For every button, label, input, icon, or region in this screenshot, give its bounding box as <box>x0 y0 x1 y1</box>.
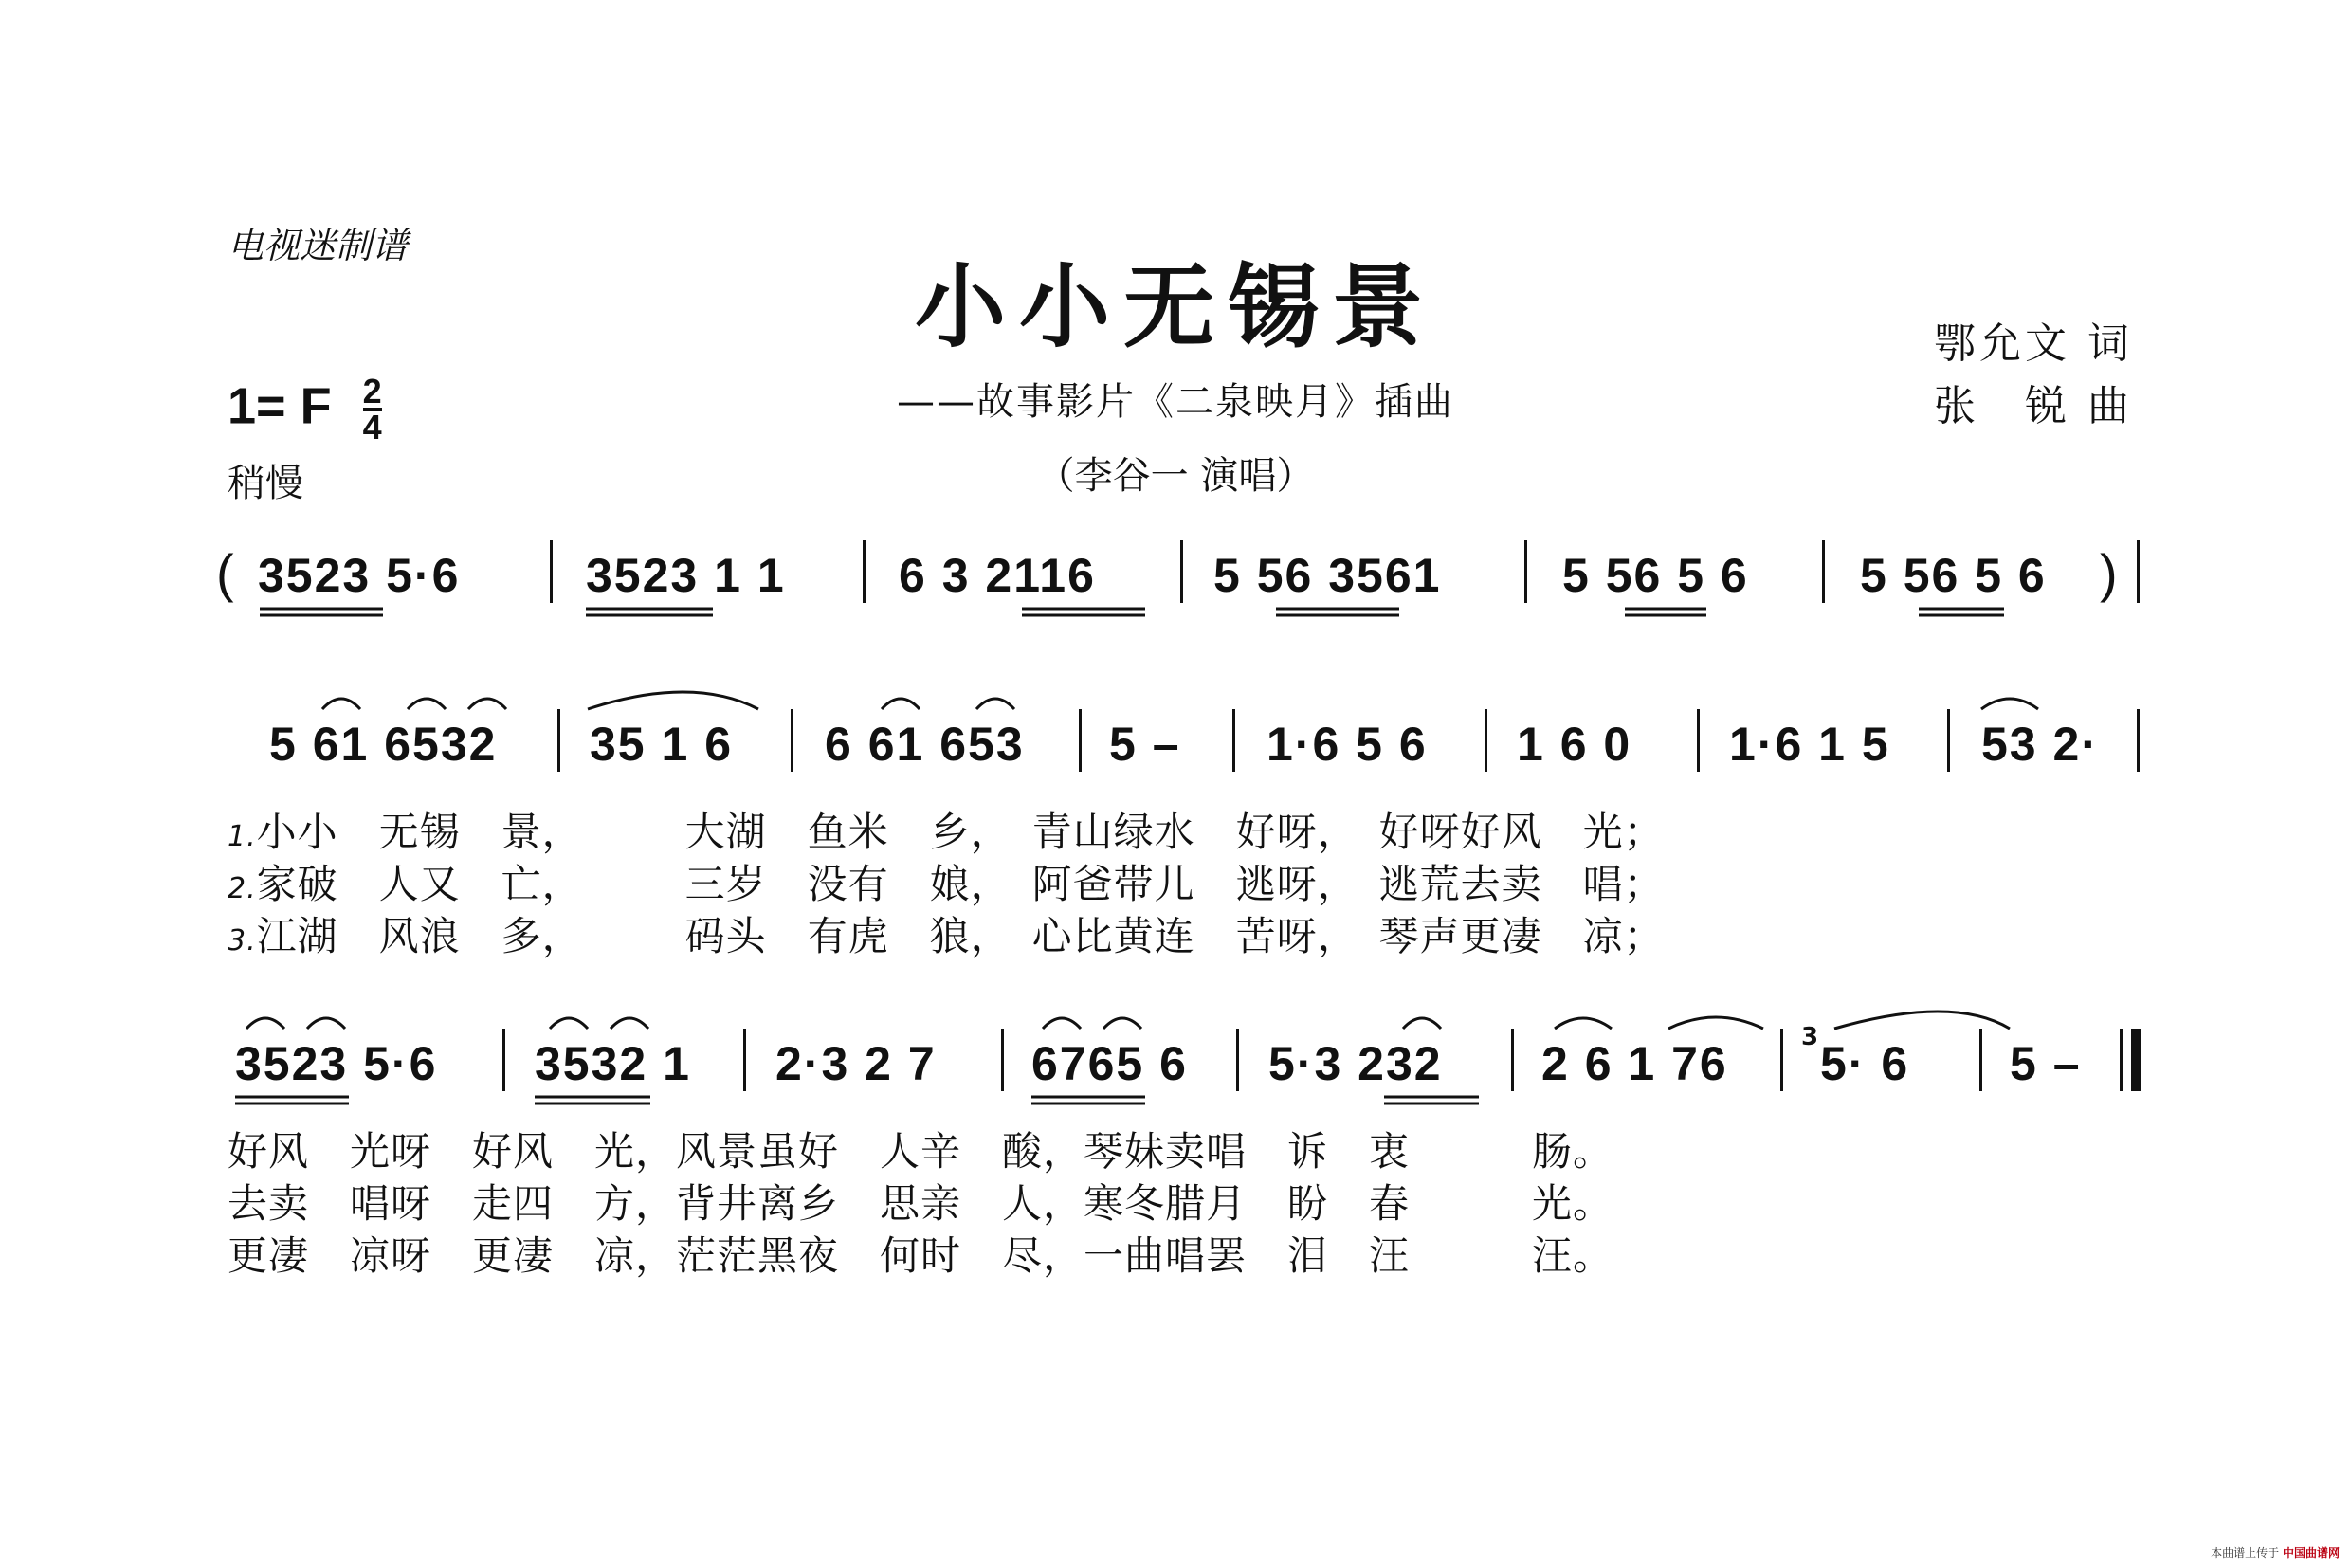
measure: 3523 5·6 <box>235 1037 438 1090</box>
barline <box>1232 709 1235 772</box>
lyric-text: 江湖 风浪 多， 码头 有虎 狼， 心比黄连 苦呀， 琴声更凄 凉； <box>256 913 1665 959</box>
grace-note: 3 <box>1801 1023 1819 1051</box>
measure: 2·3 2 7 <box>775 1037 937 1090</box>
measure: 5 – <box>2010 1037 2082 1090</box>
measure: 1 6 0 <box>1517 718 1632 771</box>
measure: 35 1 6 <box>590 718 734 771</box>
time-signature <box>362 372 382 447</box>
measure: 5 61 6532 <box>269 718 498 771</box>
final-barline-thick <box>2131 1029 2141 1091</box>
barline <box>863 540 866 603</box>
performer-credit: （李谷一 演唱） <box>1036 454 1315 498</box>
key-label: 1= F <box>228 377 332 435</box>
barline <box>1822 540 1825 603</box>
footer-site: 中国曲谱网 <box>2282 1546 2340 1559</box>
barline <box>502 1029 505 1091</box>
final-barline-thin <box>2120 1029 2123 1091</box>
verse-number: 1. <box>228 820 257 853</box>
staff-row-intro <box>0 540 2351 616</box>
song-subtitle: ——故事影片《二泉映月》插曲 <box>897 380 1454 424</box>
slur-marks <box>265 681 2123 719</box>
barline <box>1511 1029 1514 1091</box>
lyricist-credit: 鄂允文 词 <box>1934 319 2133 368</box>
verse-number: 2. <box>228 872 257 905</box>
lyric-verse-3 <box>228 905 1665 962</box>
barline <box>1485 709 1487 772</box>
lyric-verse-1 <box>228 801 1665 858</box>
open-paren: ( <box>216 543 234 603</box>
verse-number: 3. <box>228 924 257 957</box>
lyric-verse-2 <box>228 853 1665 910</box>
lyric-verse-1: 好风 光呀 好风 光，风景虽好 人辛 酸，琴妹卖唱 诉 衷 肠。 <box>228 1128 1614 1175</box>
barline <box>557 709 560 772</box>
measure: 1·6 1 5 <box>1729 718 1890 771</box>
measure: 5 56 3561 <box>1213 549 1442 602</box>
barline <box>2137 540 2140 603</box>
barline <box>743 1029 746 1091</box>
measure: 3532 1 <box>535 1037 691 1090</box>
barline <box>1236 1029 1239 1091</box>
time-sig-denominator: 4 <box>362 408 382 447</box>
barline <box>1979 1029 1982 1091</box>
measure: 6765 6 <box>1031 1037 1188 1090</box>
measure: 3523 5·6 <box>258 549 461 602</box>
measure: 5 – <box>1109 718 1181 771</box>
barline <box>1780 1029 1783 1091</box>
barline <box>1947 709 1950 772</box>
barline <box>1697 709 1700 772</box>
measure: 2 6 1 76 <box>1541 1037 1728 1090</box>
staff-row-2 <box>0 709 2351 804</box>
arranger-credit: 电视迷制谱 <box>228 225 409 266</box>
barline <box>2137 709 2140 772</box>
time-sig-numerator: 2 <box>362 372 382 410</box>
lyric-text: 家破 人又 亡， 三岁 没有 娘， 阿爸带儿 逃呀， 逃荒去卖 唱； <box>256 861 1665 907</box>
measure: 6 3 2116 <box>899 549 1096 602</box>
song-title: 小小无锡景 <box>915 253 1436 360</box>
measure: 3523 1 1 <box>586 549 786 602</box>
author-credits <box>1934 313 2133 438</box>
tempo-marking: 稍慢 <box>228 462 303 505</box>
key-signature <box>228 372 382 447</box>
barline <box>1524 540 1527 603</box>
measure: 5 56 5 6 <box>1860 549 2047 602</box>
barline <box>550 540 553 603</box>
measure: 6 61 653 <box>825 718 1025 771</box>
barline <box>791 709 793 772</box>
measure: 5·3 232 <box>1268 1037 1443 1090</box>
measure: 5 56 5 6 <box>1562 549 1749 602</box>
upload-watermark <box>2211 1544 2340 1560</box>
close-paren: ) <box>2100 543 2118 603</box>
footer-prefix: 本曲谱上传于 <box>2211 1546 2280 1559</box>
measure: 5· 6 <box>1820 1037 1910 1090</box>
composer-credit: 张 锐 曲 <box>1934 382 2133 430</box>
measure: 53 2· <box>1981 718 2099 771</box>
underline-marks <box>228 1084 2123 1121</box>
barline <box>1001 1029 1004 1091</box>
staff-row-3 <box>0 1023 2351 1123</box>
lyric-text: 小小 无锡 景， 大湖 鱼米 乡， 青山绿水 好呀， 好呀好风 光； <box>256 809 1665 855</box>
slur-marks <box>228 1000 2123 1038</box>
lyric-verse-3: 更凄 凉呀 更凄 凉，茫茫黑夜 何时 尽，一曲唱罢 泪 汪 汪。 <box>228 1232 1614 1279</box>
barline <box>1079 709 1082 772</box>
lyric-verse-2: 去卖 唱呀 走四 方，背井离乡 思亲 人，寒冬腊月 盼 春 光。 <box>228 1180 1614 1227</box>
underline-marks <box>258 595 2116 633</box>
measure: 1·6 5 6 <box>1267 718 1428 771</box>
barline <box>1180 540 1183 603</box>
